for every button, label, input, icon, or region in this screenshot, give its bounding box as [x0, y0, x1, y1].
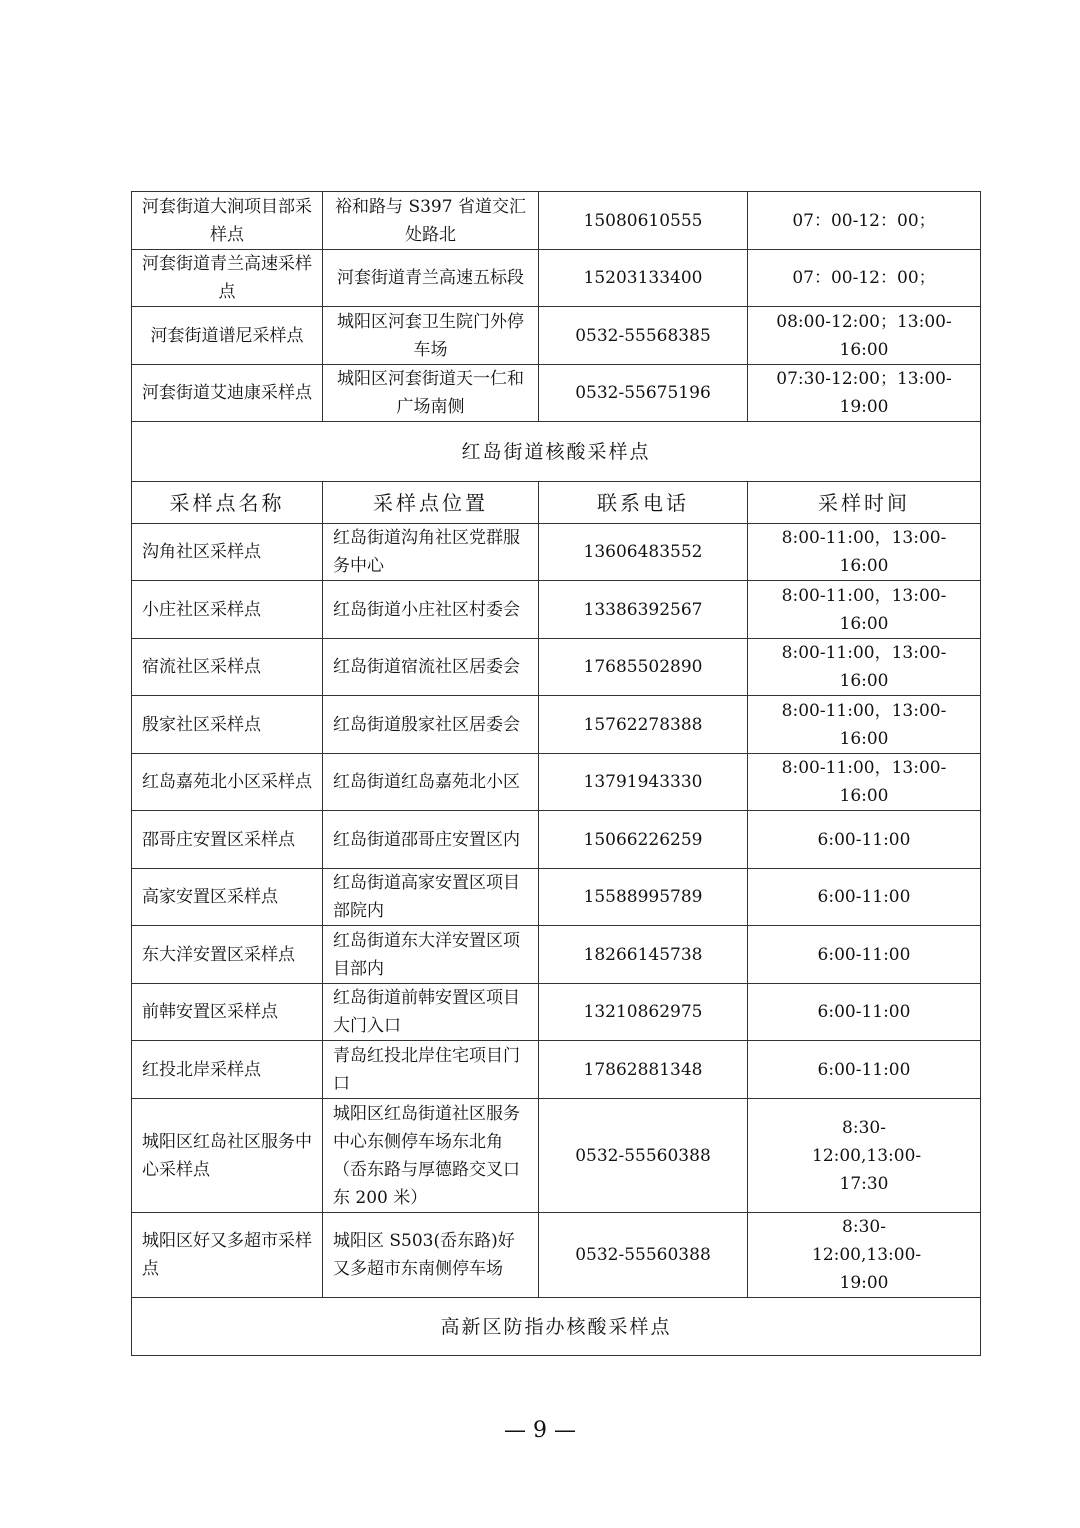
section-row-hongdao [132, 422, 981, 482]
page-number: — 9 — [504, 1418, 576, 1443]
site-time: 07：00-12：00； [748, 250, 981, 307]
site-location: 红岛街道高家安置区项目部院内 [323, 869, 539, 926]
site-phone: 15762278388 [539, 696, 748, 754]
header-time: 采样时间 [748, 482, 981, 524]
table-row [132, 869, 981, 926]
site-location: 红岛街道小庄社区村委会 [323, 581, 539, 639]
table-row [132, 307, 981, 365]
site-name: 城阳区好又多超市采样点 [132, 1213, 323, 1298]
site-location: 城阳区红岛街道社区服务中心东侧停车场东北角（岙东路与厚德路交叉口东 200 米） [323, 1099, 539, 1213]
site-time: 8:00-11:00，13:00-16:00 [748, 581, 981, 639]
table-row [132, 581, 981, 639]
sampling-sites-table [131, 191, 981, 1356]
site-name: 殷家社区采样点 [132, 696, 323, 754]
site-name: 小庄社区采样点 [132, 581, 323, 639]
site-time: 8:00-11:00，13:00-16:00 [748, 696, 981, 754]
table-header-row [132, 482, 981, 524]
site-location: 河套街道青兰高速五标段 [323, 250, 539, 307]
table-row [132, 192, 981, 250]
site-name: 沟角社区采样点 [132, 524, 323, 581]
header-name: 采样点名称 [132, 482, 323, 524]
site-time: 8:00-11:00，13:00-16:00 [748, 524, 981, 581]
site-phone: 0532-55560388 [539, 1099, 748, 1213]
site-name: 邵哥庄安置区采样点 [132, 811, 323, 869]
site-phone: 13791943330 [539, 754, 748, 811]
site-time: 6:00-11:00 [748, 926, 981, 984]
header-location: 采样点位置 [323, 482, 539, 524]
site-location: 城阳区 S503(岙东路)好又多超市东南侧停车场 [323, 1213, 539, 1298]
site-time: 6:00-11:00 [748, 869, 981, 926]
site-location: 青岛红投北岸住宅项目门口 [323, 1041, 539, 1099]
site-phone: 17685502890 [539, 639, 748, 696]
table-row [132, 696, 981, 754]
site-time: 8:30-12:00,13:00-17:30 [748, 1099, 981, 1213]
table-row [132, 811, 981, 869]
site-phone: 0532-55675196 [539, 365, 748, 422]
site-location: 红岛街道宿流社区居委会 [323, 639, 539, 696]
site-name: 河套街道艾迪康采样点 [132, 365, 323, 422]
site-phone: 0532-55560388 [539, 1213, 748, 1298]
site-phone: 18266145738 [539, 926, 748, 984]
site-time: 8:00-11:00，13:00-16:00 [748, 754, 981, 811]
site-location: 城阳区河套卫生院门外停车场 [323, 307, 539, 365]
site-time: 6:00-11:00 [748, 984, 981, 1041]
site-location: 城阳区河套街道天一仁和广场南侧 [323, 365, 539, 422]
site-name: 红岛嘉苑北小区采样点 [132, 754, 323, 811]
section-title-gaoxin: 高新区防指办核酸采样点 [132, 1298, 981, 1356]
header-phone: 联系电话 [539, 482, 748, 524]
site-time: 6:00-11:00 [748, 811, 981, 869]
site-name: 红投北岸采样点 [132, 1041, 323, 1099]
site-name: 前韩安置区采样点 [132, 984, 323, 1041]
table-row [132, 1213, 981, 1298]
site-phone: 13210862975 [539, 984, 748, 1041]
site-time: 8:30-12:00,13:00-19:00 [748, 1213, 981, 1298]
site-name: 宿流社区采样点 [132, 639, 323, 696]
table-row [132, 754, 981, 811]
table-row [132, 250, 981, 307]
site-location: 红岛街道殷家社区居委会 [323, 696, 539, 754]
site-phone: 0532-55568385 [539, 307, 748, 365]
site-location: 红岛街道红岛嘉苑北小区 [323, 754, 539, 811]
site-name: 城阳区红岛社区服务中心采样点 [132, 1099, 323, 1213]
site-phone: 15066226259 [539, 811, 748, 869]
table-row [132, 984, 981, 1041]
site-time: 07：00-12：00； [748, 192, 981, 250]
table-row [132, 639, 981, 696]
section-row-gaoxin [132, 1298, 981, 1356]
site-location: 红岛街道沟角社区党群服务中心 [323, 524, 539, 581]
section-title-hongdao: 红岛街道核酸采样点 [132, 422, 981, 482]
site-name: 高家安置区采样点 [132, 869, 323, 926]
site-location: 裕和路与 S397 省道交汇处路北 [323, 192, 539, 250]
site-time: 6:00-11:00 [748, 1041, 981, 1099]
site-location: 红岛街道前韩安置区项目大门入口 [323, 984, 539, 1041]
site-phone: 15588995789 [539, 869, 748, 926]
site-name: 东大洋安置区采样点 [132, 926, 323, 984]
table-row [132, 1099, 981, 1213]
site-phone: 13606483552 [539, 524, 748, 581]
table-row [132, 926, 981, 984]
site-location: 红岛街道东大洋安置区项目部内 [323, 926, 539, 984]
site-time: 8:00-11:00，13:00-16:00 [748, 639, 981, 696]
site-time: 07:30-12:00；13:00-19:00 [748, 365, 981, 422]
site-phone: 13386392567 [539, 581, 748, 639]
table-row [132, 1041, 981, 1099]
site-name: 河套街道大涧项目部采样点 [132, 192, 323, 250]
site-time: 08:00-12:00；13:00-16:00 [748, 307, 981, 365]
site-phone: 15080610555 [539, 192, 748, 250]
table-row [132, 524, 981, 581]
table-row [132, 365, 981, 422]
site-phone: 17862881348 [539, 1041, 748, 1099]
site-name: 河套街道谱尼采样点 [132, 307, 323, 365]
site-phone: 15203133400 [539, 250, 748, 307]
site-name: 河套街道青兰高速采样点 [132, 250, 323, 307]
site-location: 红岛街道邵哥庄安置区内 [323, 811, 539, 869]
